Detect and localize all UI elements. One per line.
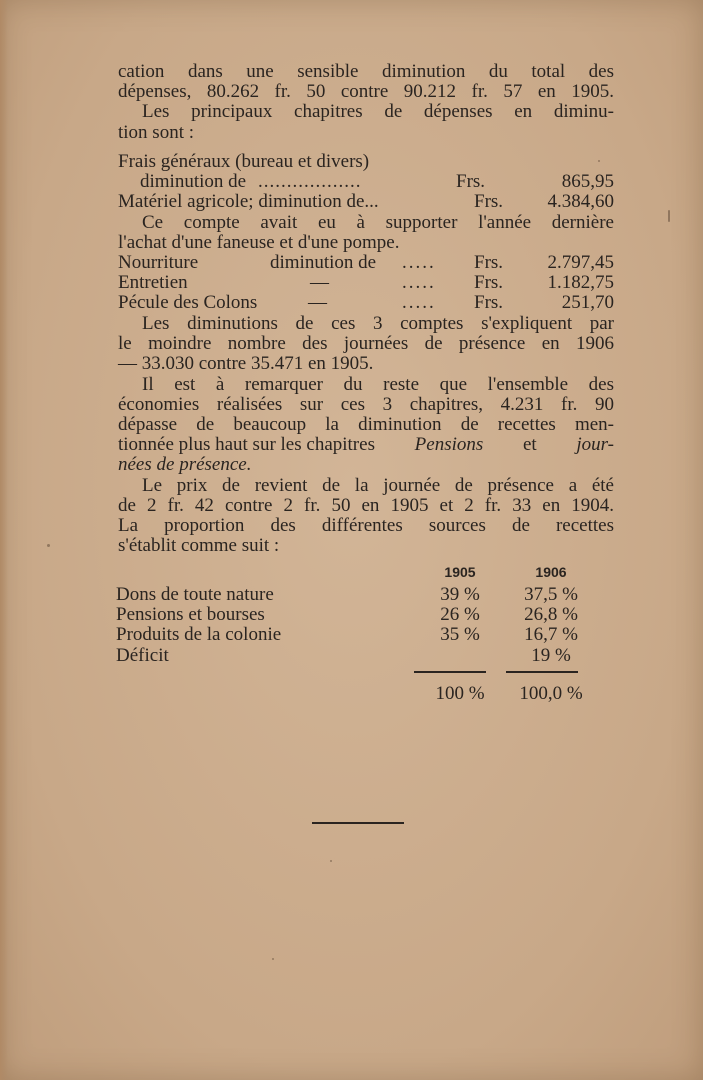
text-line: nées de présence.: [118, 454, 252, 476]
total-1905: 100 %: [435, 682, 485, 704]
frs-label: Frs.: [474, 251, 504, 273]
column-header-1906: 1906: [535, 564, 567, 580]
expense-item: [118, 253, 614, 273]
value-1905: 39 %: [440, 584, 480, 605]
frais-amount: 865,95: [561, 171, 614, 193]
item-amount: 2.797,45: [547, 251, 614, 273]
frs-label: Frs.: [456, 171, 486, 193]
value-1906: 26,8 %: [524, 604, 578, 626]
text-block: [118, 62, 614, 143]
expense-item: [118, 273, 614, 293]
item-label: Nourriture: [118, 251, 199, 273]
item-mid: —: [308, 292, 327, 314]
end-rule: [312, 822, 404, 824]
table-row: [116, 624, 596, 644]
column-header-1905: 1905: [444, 564, 476, 580]
table-row: [116, 645, 596, 665]
paper-speck: [598, 160, 600, 162]
value-1905: 26 %: [440, 604, 480, 626]
table-row: [116, 584, 596, 604]
item-dots: .....: [402, 272, 436, 294]
text-line: Les principaux chapitres de dépenses en diminu-: [142, 101, 614, 123]
text-line: cation dans une sensible diminution du total des: [118, 61, 614, 82]
text-line: économies réalisées sur ces 3 chapitres, 4.231 fr. 90: [118, 393, 614, 415]
expenses-block: [118, 152, 614, 314]
text-block: [118, 314, 614, 556]
frais-dots: ..................: [258, 171, 362, 193]
text-line: — 33.030 contre 35.471 en 1905.: [118, 353, 374, 375]
text-line: Il est à remarquer du reste que l'ensemble des: [142, 373, 614, 395]
value-1905: 35 %: [440, 624, 480, 646]
row-label: Produits de la colonie: [116, 624, 282, 646]
materiel-row: [118, 192, 614, 212]
text-line: le moindre nombre des journées de présence en 1906: [118, 333, 614, 355]
row-label: Dons de toute nature: [116, 584, 274, 605]
frais-row: [118, 172, 614, 192]
page-spine-shadow: [0, 0, 8, 1080]
value-1905: [414, 645, 506, 665]
text-line: tion sont :: [118, 121, 195, 143]
total-1906: 100,0 %: [519, 682, 583, 704]
value-1906: 19 %: [531, 644, 571, 666]
item-amount: 1.182,75: [547, 272, 614, 294]
item-dots: .....: [402, 292, 436, 314]
text-fragment-italic: jour-: [576, 434, 614, 456]
row-label: Déficit: [116, 644, 169, 666]
frais-label: Frais généraux (bureau et divers): [118, 151, 370, 172]
paper-speck: [272, 958, 274, 960]
total-rule: [116, 665, 596, 679]
item-mid: diminution de: [270, 251, 377, 273]
table-row: [116, 604, 596, 624]
expense-item: [118, 293, 614, 313]
materiel-label: Matériel agricole; diminution de...: [118, 191, 379, 213]
text-fragment-italic: Pensions: [414, 434, 484, 456]
text-fragment: tionnée plus haut sur les chapitres: [118, 434, 375, 456]
frais-sub: diminution de: [140, 171, 247, 193]
paper-speck: [668, 210, 670, 222]
table-header: [116, 562, 596, 584]
frs-label: Frs.: [474, 191, 504, 213]
item-amount: 251,70: [561, 292, 614, 314]
text-line: Les diminutions de ces 3 comptes s'expliquent par: [142, 313, 614, 334]
value-1906: 37,5 %: [524, 584, 578, 605]
text-line: s'établit comme suit :: [118, 535, 280, 557]
materiel-amount: 4.384,60: [547, 191, 614, 213]
value-1906: 16,7 %: [524, 624, 578, 646]
frs-label: Frs.: [474, 292, 504, 314]
text-line: dépasse de beaucoup la diminution de recettes men-: [118, 413, 614, 435]
rule-line: [506, 665, 578, 673]
revenue-table: [116, 562, 596, 705]
rule-line: [414, 665, 486, 673]
table-total-row: [116, 683, 596, 705]
text-line: La proportion des différentes sources de recettes: [118, 514, 614, 536]
text-fragment: et: [522, 434, 537, 456]
paper-speck: [47, 544, 50, 547]
item-label: Pécule des Colons: [118, 292, 258, 314]
item-label: Entretien: [118, 272, 188, 294]
row-label: Pensions et bourses: [116, 604, 265, 626]
text-line: Le prix de revient de la journée de présence a été: [142, 474, 614, 496]
item-mid: —: [310, 272, 329, 294]
paper-speck: [330, 860, 332, 862]
text-line: dépenses, 80.262 fr. 50 contre 90.212 fr. 57 en 1905.: [118, 81, 614, 103]
text-line: [118, 435, 614, 455]
frs-label: Frs.: [474, 272, 504, 294]
text-line: l'achat d'une faneuse et d'une pompe.: [118, 231, 400, 253]
item-dots: .....: [402, 251, 436, 273]
text-line: de 2 fr. 42 contre 2 fr. 50 en 1905 et 2 fr. 33 en 1904.: [118, 494, 614, 516]
text-line: Ce compte avait eu à supporter l'année dernière: [142, 211, 614, 233]
